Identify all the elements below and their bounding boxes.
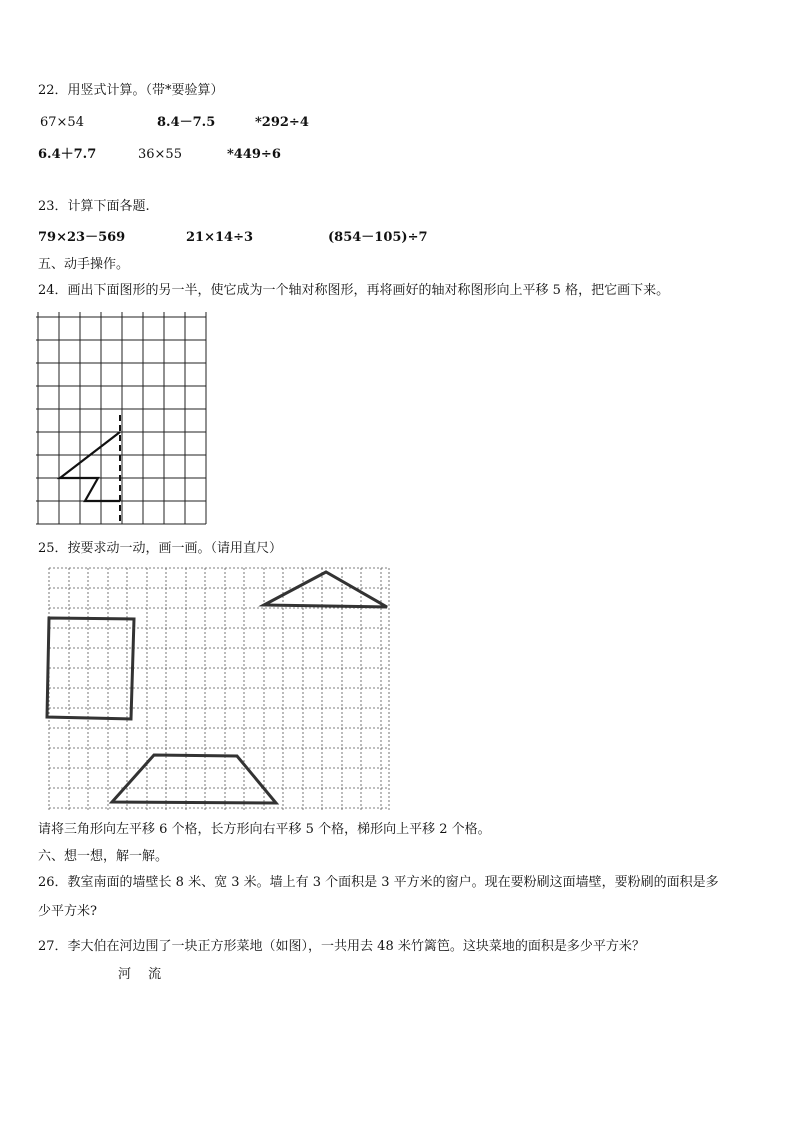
q22-item-4: 6.4＋7.7	[38, 147, 97, 162]
q25-trapezoid	[112, 755, 276, 803]
q26-text-line2: 少平方米?	[38, 904, 97, 919]
q27-title: 27．李大伯在河边围了一块正方形菜地（如图），一共用去 48 米竹篱笆。这块菜地的面积是多少平方米？	[38, 939, 645, 954]
section-six-heading: 六、想一想，解一解。	[38, 849, 169, 864]
q22-item-6: *449÷6	[227, 147, 281, 162]
q25-instruction: 请将三角形向左平移 6 个格，长方形向右平移 5 个格，梯形向上平移 2 个格。	[38, 822, 491, 837]
q23-item-1: 79×23－569	[38, 230, 126, 245]
q24-title: 24．画出下面图形的另一半，使它成为一个轴对称图形，再将画好的轴对称图形向上平移 5 格，把它画下来。	[38, 283, 670, 298]
q27-river-label: 河 流	[118, 967, 162, 982]
q22-item-3: *292÷4	[255, 115, 309, 130]
q25-rectangle	[47, 618, 134, 719]
q22-item-1: 67×54	[40, 115, 84, 130]
q25-title: 25．按要求动一动，画一画。（请用直尺）	[38, 541, 283, 556]
q25-triangle	[264, 572, 387, 607]
section-five-heading: 五、动手操作。	[38, 257, 130, 272]
q23-item-2: 21×14÷3	[186, 230, 254, 245]
q22-title: 22．用竖式计算。（带*要验算）	[38, 83, 224, 98]
q22-item-5: 36×55	[138, 147, 182, 162]
q23-item-3: (854－105)÷7	[328, 230, 428, 245]
q22-item-2: 8.4－7.5	[157, 115, 216, 130]
q23-title: 23．计算下面各题.	[38, 199, 150, 214]
q26-text-line1: 26．教室南面的墙壁长 8 米、宽 3 米。墙上有 3 个面积是 3 平方米的窗户。现在要粉刷这面墙壁，要粉刷的面积是多	[38, 875, 719, 890]
